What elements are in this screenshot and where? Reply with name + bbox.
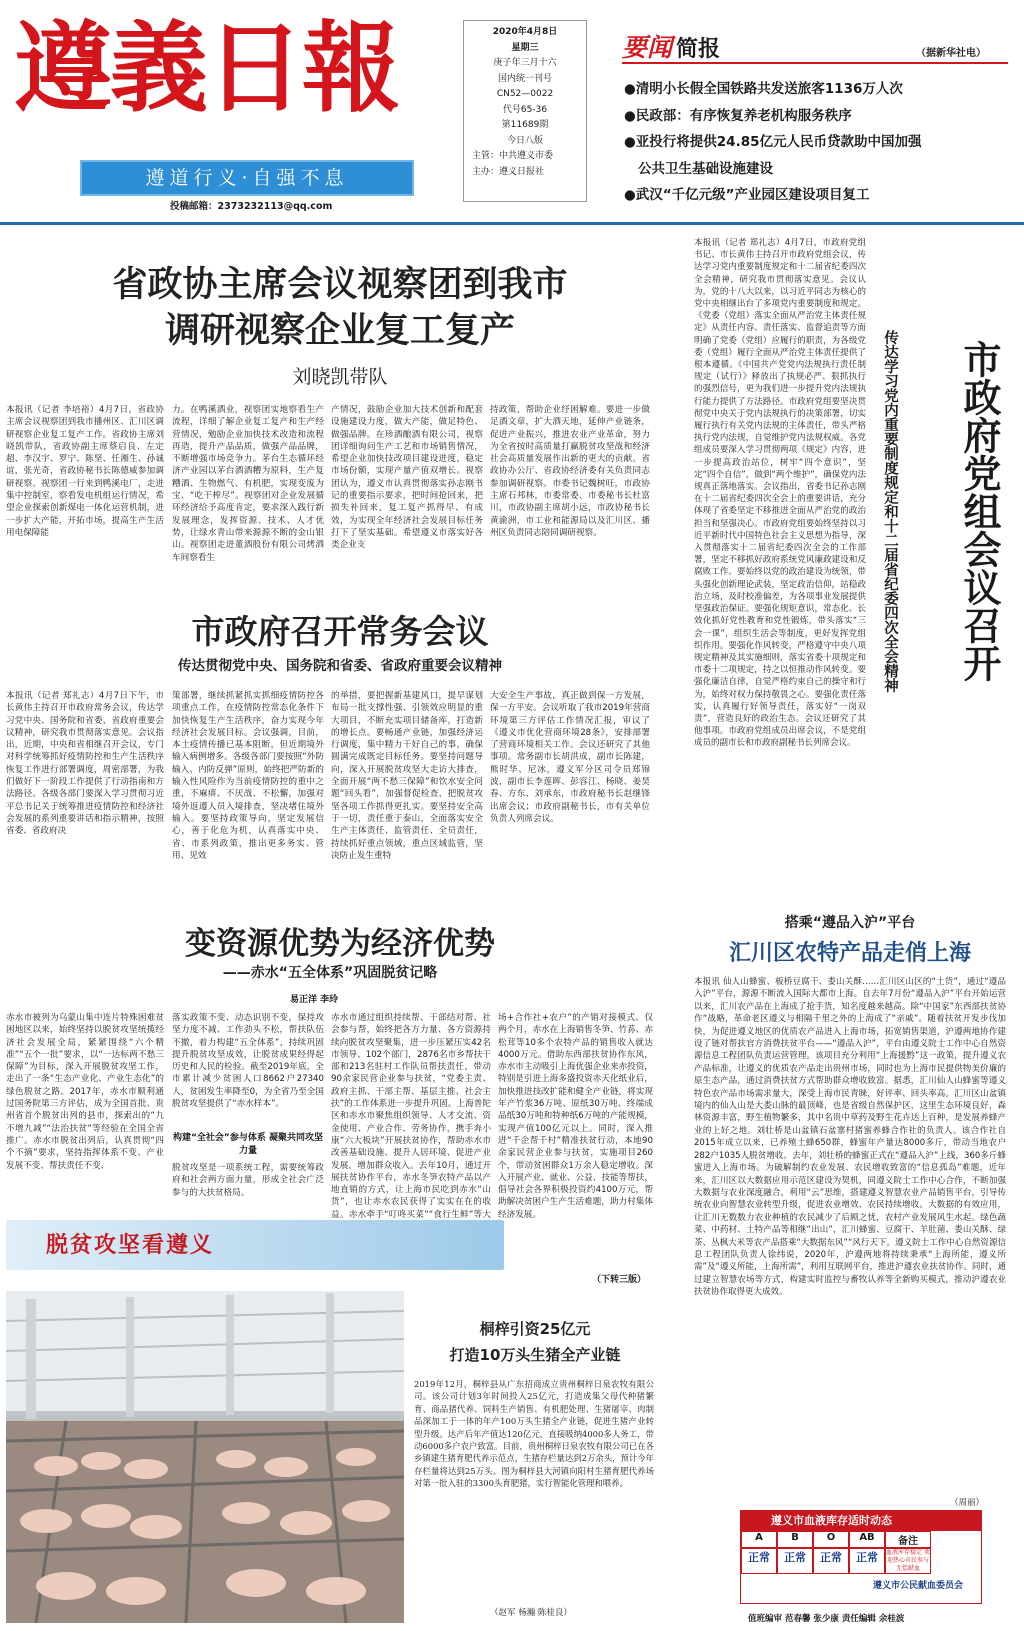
blood-type-b: B: [777, 1531, 813, 1548]
article1-col3: 产情况，鼓励企业加大技术创新和配套设施建设力度，做大产能，做足特色、做强品牌。在珍酒酿酒有限公司，视察团详细询问生产工艺和市场销售情况，希望企业加快技改项目建设进度，稳定市场份额，实现产量产值双增长。视察团认为，遵义市认真贯彻落实孙志刚书记的重要指示要求，把时间抢回来，把损失补回来，复工复产抓得早、有成效，为实现全年经济社会发展目标任务打下了坚实基础。希望遵义市落实好各类企业支: [331, 405, 483, 551]
article3-subheading: 构建“全社会”参与体系 凝聚共同攻坚力量: [173, 1133, 323, 1156]
postal-code: 代号65-36: [502, 104, 548, 115]
briefs-source: （据新华社电）: [916, 48, 986, 59]
article2-col2: 策部署，继续抓紧抓实抓细疫情防控各项重点工作，在疫情防控常态化条件下加快恢复生产生活秩序，奋力实现今年经济社会发展目标。会议强调，目前，本土疫情传播已基本阻断，但近期境外输入病例增多。各级各部门要按照“外防输入、内防反弹”原则，始终把严防新的输入性风险作为当前疫情防控的重中之重，不麻痹、不厌战、不松懈，加强对境外返遵人员入境排查，坚决堵住境外输入。要坚持政策导向，坚定发展信心，善于化危为机，认真落实中央、省、市系列政策，推出更多务实、管用、见效: [172, 691, 324, 861]
article3-headline[interactable]: 变资源优势为经济优势: [185, 926, 495, 962]
submission-email: 投稿邮箱：2373232113@qq.com: [170, 201, 333, 212]
issue-date: 2020年4月8日: [492, 27, 558, 37]
article4-headline[interactable]: 桐梓引资25亿元: [479, 1320, 591, 1338]
issue-number: 第11689期: [501, 120, 549, 130]
masthead-slogan: 遵道行义·自强不息: [80, 160, 414, 196]
blood-status-o: 正常: [813, 1548, 849, 1574]
brief-item[interactable]: ●亚投行将提供24.85亿元人民币贷款助中国加强: [624, 134, 922, 150]
blood-type-row: [741, 1531, 981, 1548]
article3-col2b: 脱贫攻坚是一项系统工程，需要统筹政府和社会两方面力量，形成全社会广泛参与的大扶贫格局。: [172, 1163, 324, 1198]
blood-bank-box: [740, 1510, 982, 1604]
article1-headline[interactable]: [60, 262, 620, 354]
date-info-box: [463, 20, 587, 202]
blood-bank-footer: 遵义市公民献血委员会: [872, 1581, 963, 1591]
article6-pre-title: 搭乘“遵品入沪”平台: [784, 915, 916, 931]
article1-title-line1: 省政协主席会议视察团到我市: [112, 265, 568, 305]
serial-number: CN52—0022: [496, 89, 554, 99]
article2-headline[interactable]: 市政府召开常务会议: [191, 612, 489, 651]
briefs-header: [622, 28, 1006, 62]
newspaper-title: 遵義日報: [14, 11, 399, 126]
blood-status-b: 正常: [777, 1548, 813, 1574]
article3-col2: 落实政策不变、动态识别不变，保持攻坚力度不减、工作劲头不松，帮扶队伍不撤，着力构建“五全体系”，持续巩固提升脱贫攻坚成效，让脱贫成果经得起历史和人民的检验。截至2019年底，全市累计减少贫困人口8662户27340人，贫困发生率降至0，为全省乃至全国脱贫攻坚提供了“赤水样本”。: [172, 1013, 324, 1110]
pig-farm-illustration: [6, 1291, 404, 1623]
page-count: 今日八版: [506, 135, 543, 146]
blood-status-a: 正常: [741, 1548, 777, 1574]
brief-item[interactable]: ●民政部：有序恢复养老机构服务秩序: [624, 107, 852, 124]
blood-bank-title: 遵义市血液库存适时动态: [741, 1511, 981, 1531]
pig-farm-photo: [6, 1291, 404, 1623]
weekday: 星期三: [511, 42, 539, 53]
briefs-heading-sub: 简报: [676, 36, 721, 62]
blood-status-row: [741, 1548, 981, 1574]
article4-body: 2019年12月，桐梓县从广东招商成立贵州桐梓日泉农牧有限公司。该公司计划3年时间投入25亿元，打造成集父母代种猪繁育、商品猪代养、饲料生产销售、有机肥处理、生猪屠宰、肉制品深加工于一体的年产100万头生猪全产业链，促进生猪产业转型升级。达产后年产值达120亿元，直接吸纳4000多人务工，带动6000多户农户致富。目前，贵州桐梓日泉农牧有限公司已在各乡镇建生猪育肥代养示范点，生猪存栏量达到2万余头，预计今年存栏量将达到25万头。图为桐梓县大河镇向阳村生猪育肥代养场对第一批入驻的3300头育肥猪，实行智能化管理和喂养。: [414, 1379, 654, 1489]
briefs-divider: [622, 62, 1008, 64]
blood-type-o: O: [813, 1531, 849, 1548]
article1-col4: 持政策，帮助企业纾困解难。要进一步做足酒文章，扩大酒天地，延伸产业链条，促进产业振兴，推进农业产业革命，努力为全省按时高质量打赢脱贫攻坚战和经济社会高质量发展作出新的更大的贡献。省政协办公厅、省政协经济委有关负责同志参加调研视察。市委书记魏树旺，市政协主席石邦林，市委常委、市委秘书长杜富川，市政协副主席胡小远，市政协秘书长黄渝洲，市工业和能源局以及汇川区、播州区负责同志陪同调研视察。: [490, 405, 650, 538]
masthead: [8, 11, 448, 154]
article3-subtitle: ——赤水“五全体系”巩固脱贫记略: [222, 965, 438, 981]
article1-col2: 力。在鸭溪酒业，视察团实地察看生产流程，详细了解企业复工复产和生产经营情况，勉励企业加快技术改造和流程再造，提升产品品质，做强产品品牌，不断增强市场竞争力。茅台生态循环经济产业园以茅台酒酒糟为原料，生产复糟酒、生物燃气、有机肥，实现变废为宝、“吃干榨尽”。视察团对企业发展循环经济给予高度肯定，要求深入践行新发展理念，发挥资源、技术、人才优势，让绿水青山带来源源不断的金山银山。视察团走进董酒股份有限公司烤酒车间察看生: [172, 405, 324, 563]
article6-headline[interactable]: 汇川区农特产品走俏上海: [728, 941, 971, 966]
brief-item-continued[interactable]: 公共卫生基础设施建设: [638, 160, 773, 177]
article1-subtitle: 刘晓凯带队: [292, 366, 388, 388]
article5-body: 本报讯（记者 郑礼志）4月7日，市政府党组书记、市长黄伟主持召开市政府党组会议，传达学习党内重要制度规定和十二届省纪委四次全会精神，研究我市贯彻落实意见。会议认为，党的十八大以来，以习近平同志为核心的党中央相继出台了多项党内重要制度和规定。《党委（党组）落实全面从严治党主体责任规定》从责任内容、责任落实、监督追责等方面明确了党委（党组）应履行的职责，为各级党委（党组）履行全面从严治党主体责任提供了根本遵循。《中国共产党党内法规执行责任制规定（试行）》释放出了执规必严、狠抓执行的强烈信号，更为我们进一步提升党内法规执行能力提供了方法路径。市政府党组要坚决贯彻党中央关于党内法规执行的决策部署，切实履行执行有关党内法规的主体责任，带头严格执行党内法规，自觉维护党内法规权威。各党组成员要深入学习贯彻两项《规定》内容，进一步提高政治站位，树牢“四个意识”，坚定“四个自信”，做到“两个维护”，确保党内法规真正落地落实。会议指出，省委书记孙志刚在十二届省纪委四次全会上的重要讲话，充分体现了省委坚定不移推进全面从严治党的政治担当和坚强决心。市政府党组要始终坚持以习近平新时代中国特色社会主义思想为指导，深入贯彻落实十二届省纪委四次全会的工作部署，坚定不移抓好政府系统党风廉政建设和反腐败工作。要始终以党的政治建设为统领，带头强化创新理论武装，坚定政治信仰，站稳政治立场，及时校准偏差，为各项事业发展提供坚强政治保证。要强化规矩意识，常态化、长效化抓好党性教育和党性锻炼，带头落实“三会一课”，组织生活会等制度，更好发挥党组织作用。要强化作风转变，严格遵守中央八项规定精神及其实施细则，落实省委十项规定和市委十二项规定，持之以恒推动作风转变。要强化廉洁自律，自觉严格约束自己的操守和行为，始终对权力保持敬畏之心。要强化责任落实，认真履行好领导责任，落实好“一岗双责”，营造良好的政治生态。会议还研究了其他事项。市政府党组成员出席会议，不是党组成员的副市长和市政府副秘书长列席会议。: [694, 238, 866, 749]
article4-credit: （赵军 杨瀚 陈桂良）: [490, 1608, 572, 1618]
article4-subtitle: 打造10万头生猪全产业链: [449, 1346, 621, 1364]
brief-item[interactable]: ●武汉“千亿元级”产业园区建设项目复工: [624, 187, 870, 203]
article3-byline: 易正洋 李玲: [290, 995, 339, 1005]
article3-col4: 场+合作社+农户”的产销对接模式。仅两个月，赤水在上海销售冬笋、竹荪、赤松茸等10多个农特产品的销售收入就达4000万元。借助东西部扶贫协作东风，赤水市主动吸引上海优强企业来赤投资，特别是引进上海多盛投资赤天化纸业后，加快推进技改扩能和健全产业链，将实现年产竹浆36万吨、原纸30万吨、终端成品纸30万吨和特种纸6万吨的产能规模，实现产值100亿元以上。同时，深入推进“千企帮千村”精准扶贫行动，本地90余家民营企业参与扶贫，实施项目260个，带动贫困群众1万余人稳定增收。深入开展产业、就业、公益、技能等帮扶，倡导社会各界积极投资约4100万元，帮助解决贫困户生产生活难题，助力村集体经济发展。: [498, 1013, 653, 1220]
briefs-list: [624, 76, 1004, 209]
poverty-banner: [6, 1220, 504, 1270]
masthead-divider: [0, 222, 1024, 225]
sponsor: 主管：中共遵义市委: [472, 151, 554, 161]
host: 主办：遵义日报社: [472, 166, 545, 177]
blood-note: 血液库存稳定 欢迎热心市民参与无偿献血: [886, 1549, 930, 1572]
article1-title-line2: 调研视察企业复工复产: [164, 311, 515, 351]
article1-col1: 本报讯（记者 李培裕）4月7日，省政协主席会议视察团到我市播州区、汇川区调研视察企业复工复产工作。省政协主席刘晓凯带队，省政协副主席蔡启良、左定超、李汉宇、罗宁、陈坚、任湘生、孙诚谊，张光奇，省政协秘书长陈德威参加调研视察。视察团一行来到鸭溪电厂，走进集中控制室，察看发电机组运行情况，希望企业探索创新煤电一体化运营机制，进一步扩大产能，开拓市场，提高生产生活用电保障能: [6, 405, 164, 538]
article2-col3: 的举措，要把握新基建风口，提早谋划布局一批支撑性强、引领效应明显的重大项目，不断充实项目储备库，打造新的增长点。要畅通产业链，加强经济运行调度，集中精力干好自己的事，确保圆满完成既定目标任务。要坚持问题导向，深入开展脱贫攻坚大走访大排查，全面开展“两不愁三保障”和饮水安全问题“回头看”，加强督促检查，把脱贫攻坚各项工作抓得更扎实。要坚持安全高于一切，责任重于泰山，全面落实安全生产主体责任、监管责任、全员责任，持续抓好重点领域，重点区域监管，坚决防止发生重特: [331, 691, 483, 861]
serial-label: 国内统一刊号: [497, 73, 552, 84]
article5-headline[interactable]: 市政府党组会议召开: [957, 340, 1002, 682]
blood-type-a: A: [741, 1531, 777, 1548]
article3-col2-wrap: [172, 1012, 324, 1212]
brief-item[interactable]: ●清明小长假全国铁路共发送旅客1136万人次: [624, 81, 903, 97]
article6-credit: （周丽）: [950, 1498, 985, 1508]
article2-subtitle: 传达贯彻党中央、国务院和省委、省政府重要会议精神: [178, 658, 502, 674]
poverty-banner-text: 脱贫攻坚看遵义: [46, 1232, 215, 1258]
article2-col1: 本报讯（记者 郑礼志）4月7日下午，市长黄伟主持召开市政府常务会议，传达学习党中央、国务院和省委、省政府重要会议精神，研究我市贯彻落实意见。会议指出，近期，中央和省相继召开会议，专门对科学统筹抓好疫情防控和生产生活秩序恢复工作进行部署调度，周密部署，为我们做好下一阶段工作提供了行动指南和方法路径。各级各部门要深入学习贯彻习近平总书记关于统筹推进疫情防控和经济社会发展的系列重要讲话和指示精神，按照省委、省政府决: [6, 691, 164, 837]
blood-status-ab: 正常: [849, 1548, 885, 1574]
article5-subtitle: 传达学习党内重要制度规定和十二届省纪委四次全会精神: [882, 330, 898, 693]
article3-continued: （下转三版）: [592, 1275, 647, 1285]
briefs-heading-main: 要闻: [622, 33, 673, 62]
blood-type-ab: AB: [849, 1531, 885, 1548]
article3-col3: 赤水市通过组织持续帮、干部结对帮、社会参与帮，始终把各方力量、各方资源持续向脱贫攻坚聚集，进一步压紧压实42名市领导、102个部门，2876名市乡帮扶干部和213名驻村工作队员帮扶责任，带动90余家民营企业参与扶贫，“党委主责、政府主抓、干部主帮、基层主推、社会主扶”的工作体系进一步提升巩固。上海普陀区和赤水市聚焦组织领导、人才交流、资金使用、产业合作、劳务协作，携手奔小康“六大板块”开展扶贫协作，帮助赤水市改善基础设施、提升人居环境、促进产业发展，增加群众收入。去年10月，通过开展扶贫协作平台，赤水冬笋农特产品以产地直销的方式，让上海市民吃到赤水“山货”，也让赤水农民获得了实实在在的收益。赤水牵手“叮咚买菜”“食行生鲜”等大: [331, 1013, 491, 1220]
article3-col1: 赤水市被列为乌蒙山集中连片特殊困难贫困地区以来，始终坚持以脱贫攻坚统揽经济社会发展全局，紧紧围绕“六个精准”“五个一批”要求，以“一达标两不愁三保障”为目标，深入开展脱贫攻坚工作，走出了一条“生态产业化、产业生态化”的绿色脱贫之路。2017年，赤水市顺利通过国务院第三方评估，成为全国首批、贵州省首个脱贫出列的县市，探索出的“九不增九减”“法治扶贫”等经验在全国全省推广。赤水市脱贫出列后，认真贯彻“四个不摘”要求，坚持指挥体系不变、产业发展不变、帮扶责任不变、: [6, 1013, 164, 1171]
editor-credits: 值班编审 范春馨 张少康 责任编辑 余桂波: [748, 1614, 905, 1624]
blood-note-header: 备注: [885, 1531, 931, 1548]
article6-body: 本报讯 仙人山蜂蜜、板桥豆腐干、娄山关酥……汇川区山区的“土货”，通过“遵品入沪”平台，源源不断流入国际大都市上海。自去年7月份“遵品入沪”平台开始运营以来，汇川农产品在上海成了抢手货，知名度越来越高。除“中国家”东西部扶贫协作“战略，革命老区遵义与相隔千里之外的上海成了“亲戚”。随着扶贫开发步伐加快，为促进遵义地区的优质农产品进入上海市场，拓宽销售渠道，沪遵两地协作建设了链对帮扶官方消费扶贫平台——“遵品入沪”，平台由遵义院士工作中心自然资源信息工程团队负责运营管理。该项目充分利用“上海援黔”这一政策，提升遵义农产品标准，让遵义的优质农产品走出贵州市场，同时也为上海市民提供物美价廉的原生态产品，通过消费扶贫方式帮助群众增收致富。据悉，汇川仙人山蜂蜜等遵义特色农产品市场需求量大，深受上海市民青睐，好评率、回头率高。汇川区山盆镇境内的仙人山是大娄山脉的最顶峰，也是省级自然保护区，这里生态环境良好，森林资源丰富，野生植物繁多，其中名贵中草药及野生花卉达上百种，是发展养蜂产业的上好之地。刘壮桥是山盆镇石盆寨村猪蜜养蜂合作社的负责人。该合作社自2015年成立以来，已养殖土蜂650群，蜂蜜年产量达8000多斤，带动当地农户282户1035人脱贫增收。去年，刘壮桥的蜂蜜正式在“遵品入沪”上线，360多斤蜂蜜进入上海市场。为破解制约农业发展、农民增收致富的“信息孤岛”难题，近年来，汇川区以大数据应用示范区建设为契机，同遵义院士工作中心合作，不断加强大数据与农业深度融合，利用“云”思维，搭建遵义智慧农业产品销售平台，引导传统农业向智慧农业转型升级，促进农业增效、农民持续增收。大数据的有效应用，让汇川无数数力农业种植的农民减少了后顾之忧，农村产业发展风生水起。绿色蔬菜、中药材、土特产品等相继“出山”，汇川蜂蜜、豆腐干、羊肚菌、娄山关酥、绿茶、丛枫大米等农产品搭乘“大数据东风”“风行天下。遵义院士工作中心自然资源信息工程团队负责人徐纬说，2020年，沪遵两地将持续秉承“上海所能，遵义所需”及“遵义所能，上海所需”，利用互联网平台，推进沪遵农业扶贫协作。同时，通过建立智慧农场等方式，构建实时监控与畜牧认养等全新购买模式，推动沪遵农业扶贫协作取得更大成效。: [694, 977, 1006, 1298]
lunar-date: 庚子年三月十六: [493, 58, 557, 68]
article2-col4: 大安全生产事故，真正做到保一方发展，保一方平安。会议听取了我市2019年营商环境第三方评估工作情况汇报，审议了《遵义市优化营商环境28条》，安排部署了营商环境相关工作。会议还研究了其他事项。常务副市长胡洪成，副市长陈建，熊时华、尼冰，遵义军分区司令员郑锦波，副市长李莲晖、彭容江、杨晓、姜昊春、方东、刘承东，市政府秘书长赵继锋出席会议；市政府副秘书长，市有关单位负责人列席会议。: [490, 691, 650, 824]
